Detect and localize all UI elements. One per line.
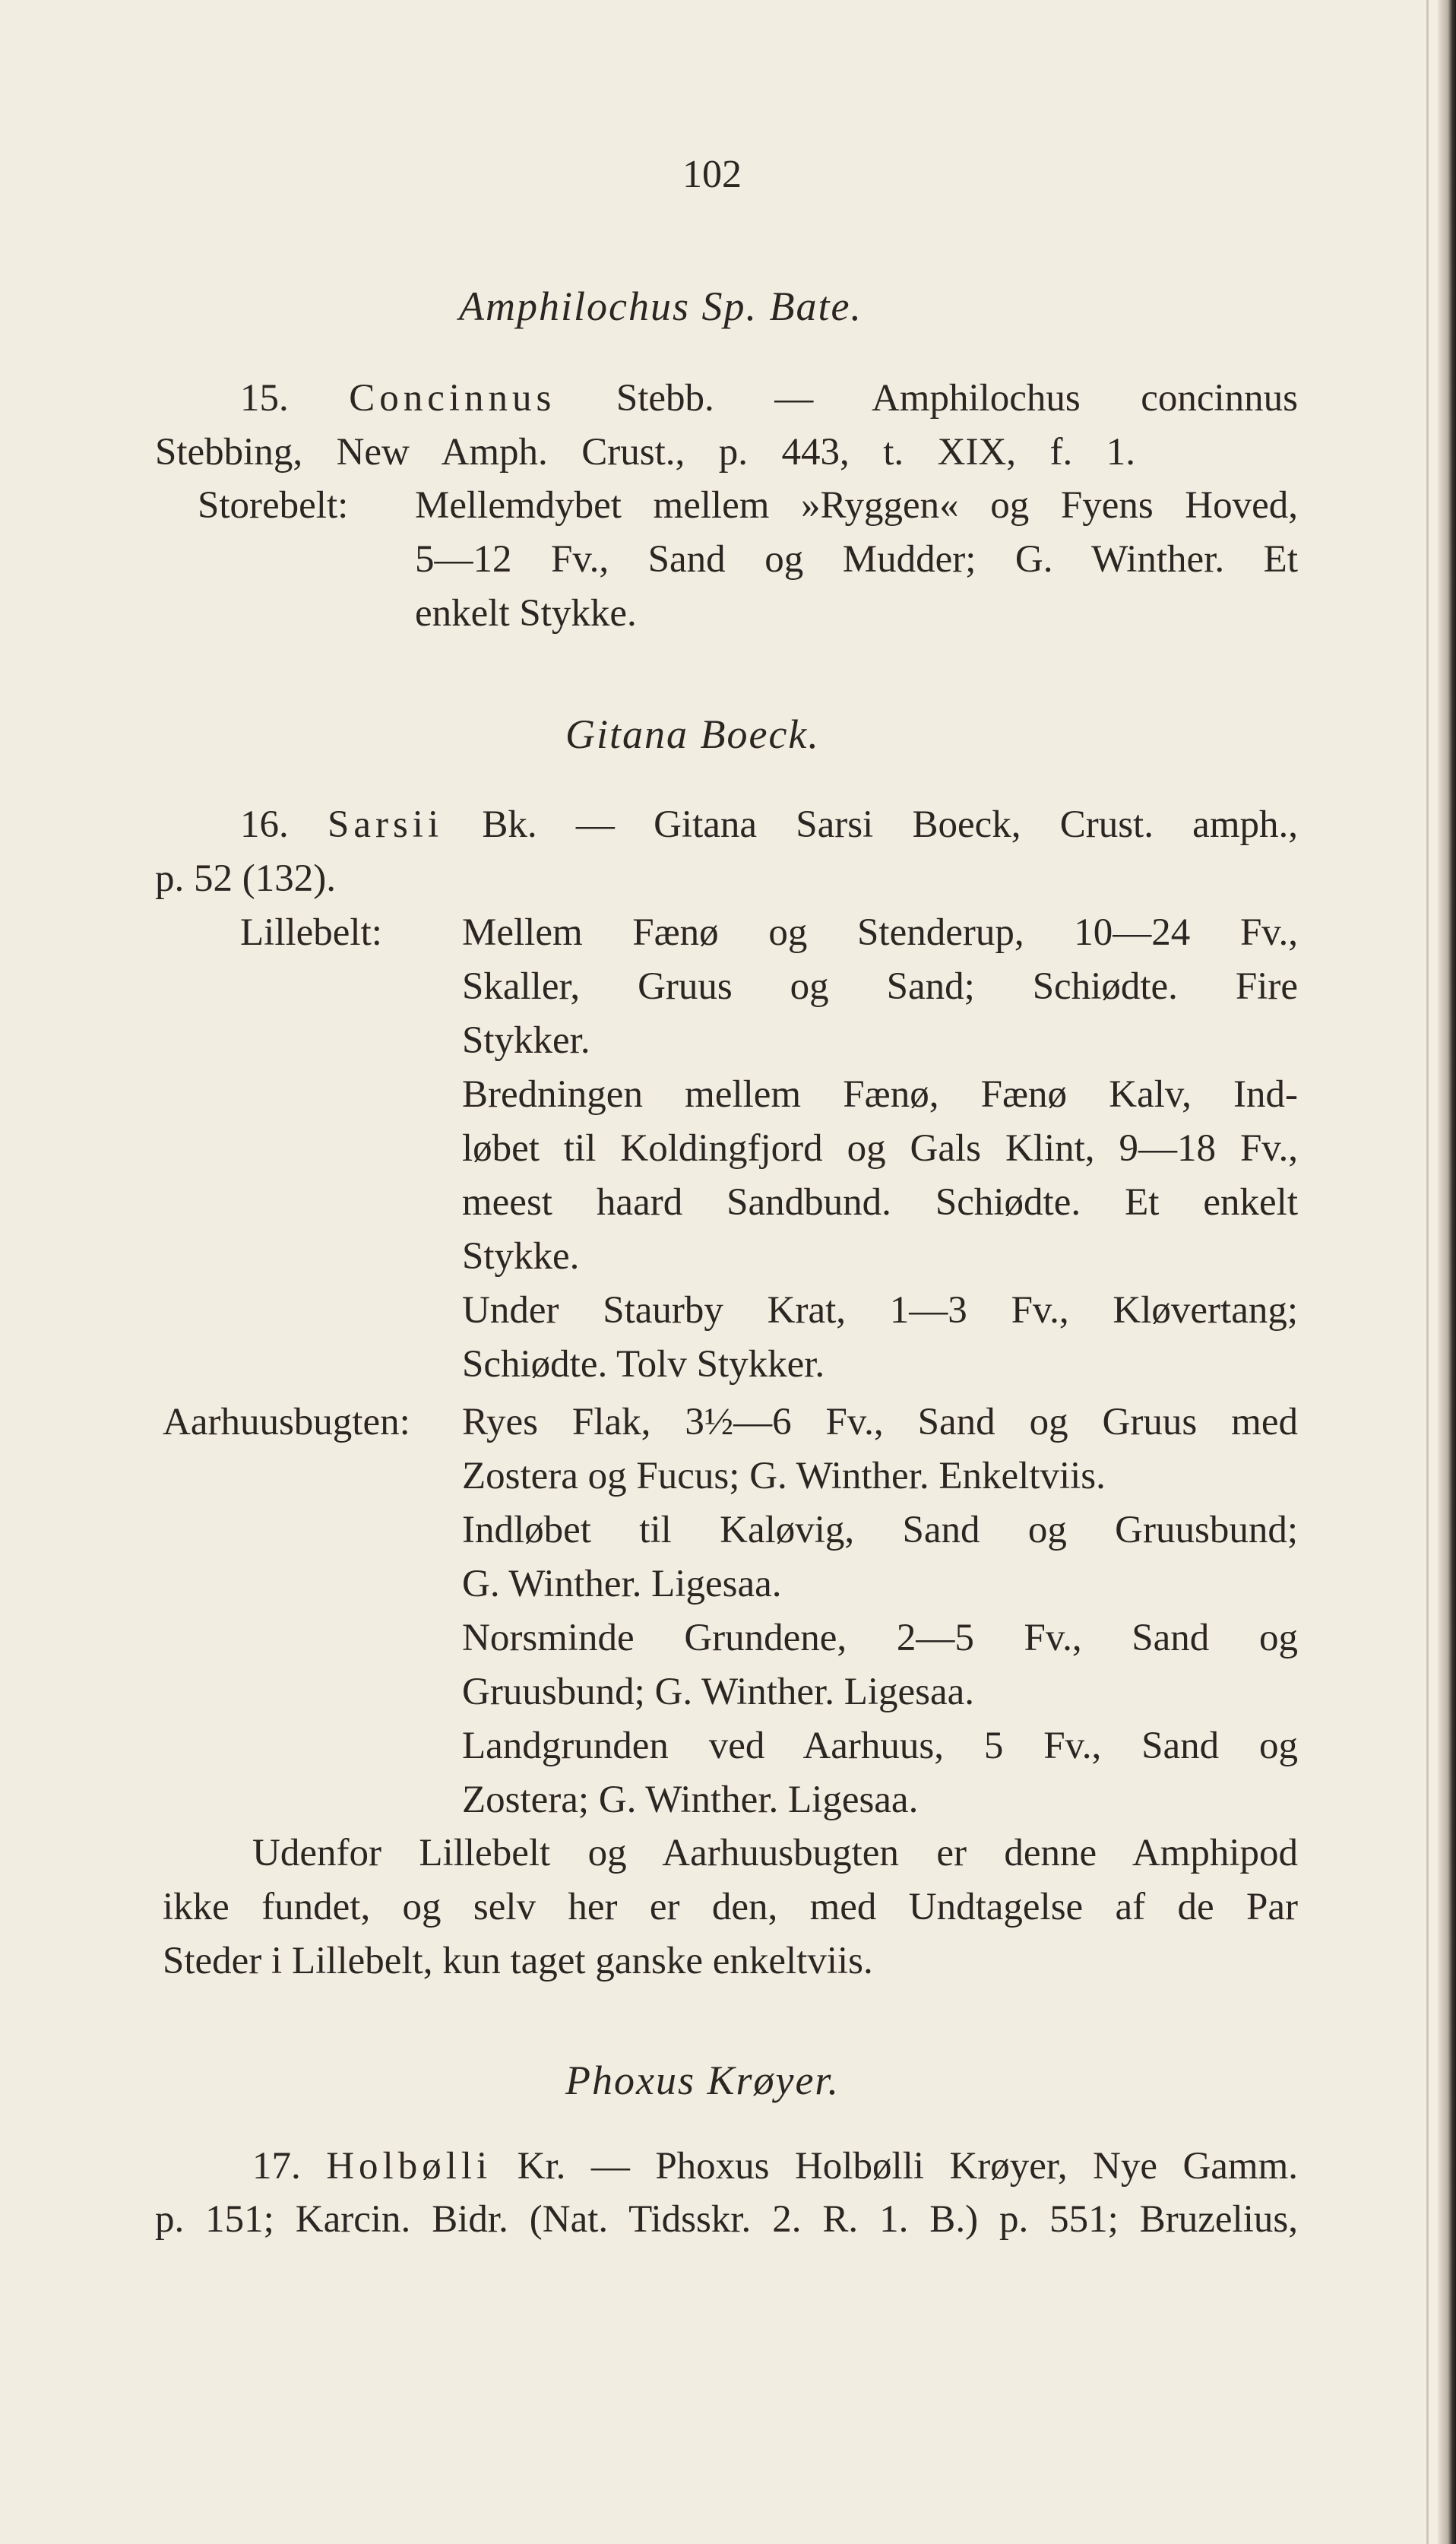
genus-heading-amphilochus: Amphilochus Sp. Bate. <box>459 284 863 329</box>
entry-number: 16. <box>240 803 289 846</box>
locality-line: Stykke. <box>462 1235 580 1278</box>
locality-line: enkelt Stykke. <box>415 592 637 635</box>
locality-line: Skaller, Gruus og Sand; Schiødte. Fire <box>462 965 1298 1008</box>
locality-line: Bredningen mellem Fænø, Fænø Kalv, Ind- <box>462 1073 1298 1116</box>
page-edge-shadow <box>1438 0 1456 2544</box>
genus-heading-gitana: Gitana Boeck. <box>565 711 820 757</box>
page-number: 102 <box>682 153 742 196</box>
entry-15-line-2: Stebbing, New Amph. Crust., p. 443, t. XIX, f. 1. <box>155 431 1135 474</box>
locality-line: Mellemdybet mellem »Ryggen« og Fyens Hoved, <box>415 484 1298 527</box>
species-name: Sarsii <box>327 803 444 846</box>
entry-synonymy: Stebb. — Amphilochus concinnus <box>616 377 1299 420</box>
locality-line: Indløbet til Kaløvig, Sand og Gruusbund; <box>462 1509 1298 1551</box>
entry-16-line-2: p. 52 (132). <box>155 857 336 900</box>
entry-16-line-1 <box>240 798 1298 852</box>
locality-line: 5—12 Fv., Sand og Mudder; G. Winther. Et <box>415 538 1298 581</box>
locality-line: meest haard Sandbund. Schiødte. Et enkelt <box>462 1181 1298 1224</box>
locality-line: Stykker. <box>462 1019 590 1062</box>
locality-line: Zostera; G. Winther. Ligesaa. <box>462 1779 919 1821</box>
locality-line: Gruusbund; G. Winther. Ligesaa. <box>462 1671 975 1713</box>
locality-line: Schiødte. Tolv Stykker. <box>462 1343 825 1386</box>
remark-line: ikke fundet, og selv her er den, med Undtagelse af de Par <box>163 1886 1298 1928</box>
locality-line: løbet til Koldingfjord og Gals Klint, 9—18 Fv., <box>462 1127 1298 1170</box>
locality-label-lillebelt: Lillebelt: <box>240 911 382 954</box>
genus-heading-phoxus: Phoxus Krøyer. <box>565 2058 840 2103</box>
remark-line: Udenfor Lillebelt og Aarhuusbugten er denne Amphipod <box>252 1832 1298 1874</box>
entry-number: 15. <box>240 377 289 420</box>
locality-line: Ryes Flak, 3½—6 Fv., Sand og Gruus med <box>462 1401 1298 1443</box>
remark-line: Steder i Lillebelt, kun taget ganske enkeltviis. <box>163 1940 873 1982</box>
entry-17-line-1 <box>252 2140 1298 2194</box>
entry-number: 17. <box>252 2145 301 2188</box>
locality-label-storebelt: Storebelt: <box>198 484 349 527</box>
locality-label-aarhuusbugten: Aarhuusbugten: <box>163 1401 410 1443</box>
locality-line: Under Staurby Krat, 1—3 Fv., Kløvertang; <box>462 1289 1298 1332</box>
species-name: Holbølli <box>326 2145 492 2188</box>
locality-line: Zostera og Fucus; G. Winther. Enkeltviis. <box>462 1455 1106 1497</box>
locality-line: G. Winther. Ligesaa. <box>462 1563 782 1605</box>
entry-17-line-2: p. 151; Karcin. Bidr. (Nat. Tidsskr. 2. R. 1. B.) p. 551; Bruzelius, <box>155 2198 1298 2241</box>
locality-line: Landgrunden ved Aarhuus, 5 Fv., Sand og <box>462 1725 1298 1767</box>
locality-line: Mellem Fænø og Stenderup, 10—24 Fv., <box>462 911 1298 954</box>
locality-line: Norsminde Grundene, 2—5 Fv., Sand og <box>462 1617 1298 1659</box>
entry-15-line-1 <box>240 372 1298 426</box>
entry-synonymy: Bk. — Gitana Sarsi Boeck, Crust. amph., <box>482 803 1298 846</box>
page-gutter-line <box>1426 0 1429 2544</box>
species-name: Concinnus <box>349 377 556 420</box>
entry-synonymy: Kr. — Phoxus Holbølli Krøyer, Nye Gamm. <box>517 2145 1299 2188</box>
